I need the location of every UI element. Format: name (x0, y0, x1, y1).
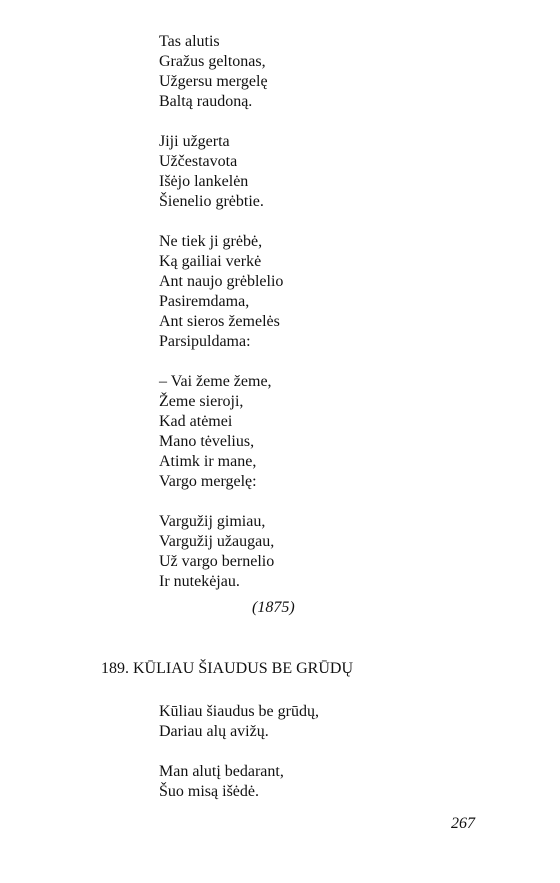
verse-line: Mano tėvelius, (159, 433, 255, 450)
verse-line: Ant naujo grėblelio (159, 273, 284, 290)
verse-line: Baltą raudoną. (159, 93, 253, 110)
stanza-1 (159, 32, 268, 112)
verse-line: Dariau alų avižų. (159, 723, 269, 740)
verse-line: Už vargo bernelio (159, 553, 275, 570)
verse-line: Ką gailiai verkė (159, 253, 262, 270)
verse-line: Atimk ir mane, (159, 453, 257, 470)
verse-line: Vargo mergelę: (159, 473, 257, 490)
verse-line: Kad atėmei (159, 413, 233, 430)
verse-line: Užčestavota (159, 153, 238, 170)
verse-line: Vargužij užaugau, (159, 533, 275, 550)
page-number: 267 (451, 815, 475, 832)
verse-line: Ne tiek ji grėbė, (159, 233, 263, 250)
verse-line: Šuo misą išėdė. (159, 783, 259, 800)
verse-line: Žeme sieroji, (159, 393, 244, 410)
verse-line: Gražus geltonas, (159, 53, 266, 70)
verse-line: Parsipuldama: (159, 333, 251, 350)
verse-line: Ant sieros žemelės (159, 313, 280, 330)
verse-line: Ir nutekėjau. (159, 573, 240, 590)
verse-line: Pasiremdama, (159, 293, 250, 310)
verse-line: Man alutį bedarant, (159, 763, 284, 780)
verse-line: Jiji užgerta (159, 133, 230, 150)
verse-line: Šienelio grėbtie. (159, 193, 264, 210)
verse-line: Vargužij gimiau, (159, 513, 266, 530)
verse-line: Išėjo lankelėn (159, 173, 249, 190)
stanza-2 (159, 132, 264, 212)
stanza-6 (159, 702, 319, 742)
stanza-7 (159, 762, 284, 802)
verse-line: Kūliau šiaudus be grūdų, (159, 703, 319, 720)
verse-line: Tas alutis (159, 33, 220, 50)
verse-line: Užgersu mergelę (159, 73, 268, 90)
poem-date: (1875) (252, 599, 295, 616)
stanza-3 (159, 232, 283, 352)
verse-line: – Vai žeme žeme, (159, 373, 272, 390)
stanza-4 (159, 372, 272, 492)
stanza-5 (159, 512, 274, 592)
poem-heading: 189. KŪLIAU ŠIAUDUS BE GRŪDŲ (101, 660, 353, 677)
